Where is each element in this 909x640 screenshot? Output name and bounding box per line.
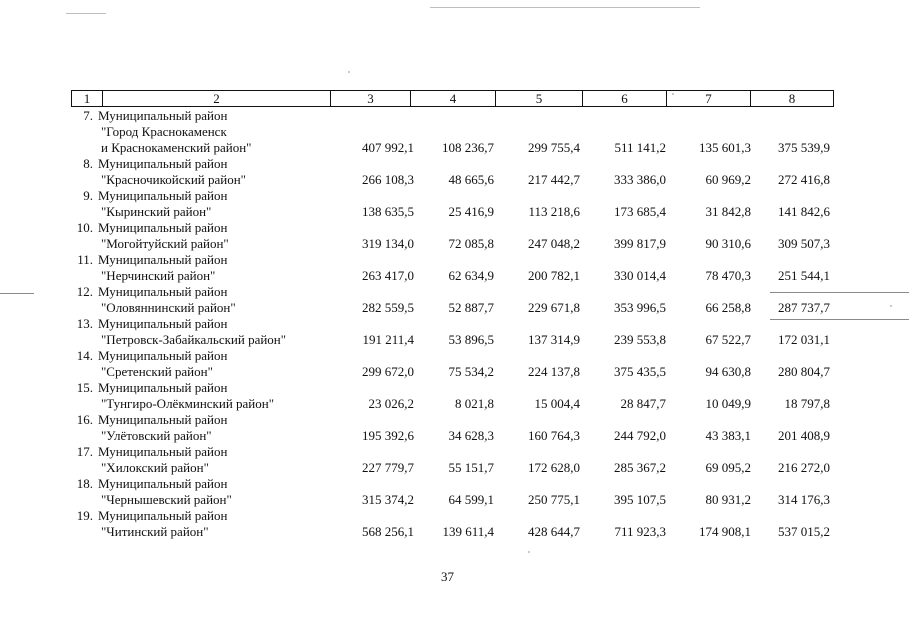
row-value-col-4: 72 085,8 [448,236,494,251]
row-value-col-8: 314 176,3 [778,492,830,507]
row-value-col-6: 375 435,5 [614,364,666,379]
row-name-line: "Улётовский район" [101,428,212,443]
row-value-col-4: 8 021,8 [455,396,494,411]
row-name-line: Муниципальный район [98,108,228,123]
row-value-col-7: 94 630,8 [705,364,751,379]
header-col-7: 7 [705,91,712,106]
row-value-col-5: 113 218,6 [528,204,580,219]
row-value-col-8: 280 804,7 [778,364,830,379]
row-value-col-4: 53 896,5 [448,332,494,347]
row-value-col-4: 75 534,2 [448,364,494,379]
row-name-line: и Краснокаменский район" [101,140,252,155]
row-number: 14. [76,348,93,363]
header-col-1: 1 [83,91,91,106]
row-value-col-6: 395 107,5 [614,492,666,507]
row-value-col-4: 48 665,6 [448,172,494,187]
header-col-3: 3 [367,91,374,106]
row-name-line: Муниципальный район [98,348,228,363]
row-name-line: Муниципальный район [98,316,228,331]
row-name-line: Муниципальный район [98,476,228,491]
row-value-col-3: 23 026,2 [368,396,414,411]
row-value-col-7: 66 258,8 [705,300,751,315]
row-value-col-7: 78 470,3 [705,268,751,283]
row-number: 7. [83,108,93,123]
row-number: 16. [76,412,93,427]
row-name-line: Муниципальный район [98,380,228,395]
row-number: 12. [76,284,93,299]
row-value-col-4: 139 611,4 [442,524,494,539]
row-number: 18. [76,476,93,491]
row-value-col-5: 247 048,2 [528,236,580,251]
row-value-col-6: 511 141,2 [614,140,666,155]
row-value-col-5: 172 628,0 [528,460,580,475]
row-value-col-8: 251 544,1 [778,268,830,283]
header-col-5: 5 [535,91,543,106]
row-value-col-3: 195 392,6 [362,428,414,443]
row-value-col-5: 137 314,9 [528,332,580,347]
row-value-col-4: 64 599,1 [448,492,494,507]
row-value-col-6: 333 386,0 [614,172,666,187]
row-value-col-6: 28 847,7 [620,396,666,411]
row-value-col-3: 407 992,1 [362,140,414,155]
row-name-line: Муниципальный район [98,284,228,299]
row-value-col-5: 15 004,4 [534,396,580,411]
row-value-col-5: 299 755,4 [528,140,580,155]
header-col-4: 4 [449,91,457,106]
row-value-col-5: 160 764,3 [528,428,580,443]
row-value-col-6: 239 553,8 [614,332,666,347]
row-number: 15. [76,380,93,395]
row-value-col-5: 200 782,1 [528,268,580,283]
row-value-col-7: 69 095,2 [705,460,751,475]
row-name-line: "Могойтуйский район" [101,236,229,251]
row-number: 10. [76,220,93,235]
row-value-col-7: 90 310,6 [705,236,751,251]
row-value-col-8: 141 842,6 [778,204,830,219]
row-value-col-6: 285 367,2 [614,460,666,475]
row-value-col-7: 80 931,2 [705,492,751,507]
row-value-col-7: 174 908,1 [699,524,751,539]
row-value-col-4: 55 151,7 [448,460,494,475]
row-value-col-4: 25 416,9 [448,204,494,219]
row-name-line: Муниципальный район [98,412,228,427]
row-name-line: Муниципальный район [98,156,228,171]
row-value-col-3: 315 374,2 [362,492,414,507]
row-number: 11. [77,252,93,267]
row-value-col-3: 263 417,0 [362,268,414,283]
header-col-8: 8 [788,91,796,106]
row-value-col-7: 31 842,8 [705,204,751,219]
row-name-line: Муниципальный район [98,252,228,267]
row-value-col-6: 353 996,5 [614,300,666,315]
row-value-col-7: 67 522,7 [705,332,751,347]
row-value-col-4: 52 887,7 [448,300,494,315]
row-name-line: "Петровск-Забайкальский район" [101,332,287,347]
row-value-col-6: 173 685,4 [614,204,666,219]
row-number: 9. [83,188,93,203]
row-value-col-8: 201 408,9 [778,428,830,443]
row-value-col-7: 43 383,1 [705,428,751,443]
row-name-line: "Сретенский район" [101,364,213,379]
row-value-col-8: 309 507,3 [778,236,830,251]
row-value-col-4: 108 236,7 [442,140,494,155]
row-value-col-8: 172 031,1 [778,332,830,347]
row-name-line: "Нерчинский район" [101,268,216,283]
row-number: 8. [83,156,93,171]
row-value-col-3: 568 256,1 [362,524,414,539]
row-value-col-8: 537 015,2 [778,524,830,539]
row-value-col-8: 287 737,7 [778,300,830,315]
row-name-line: "Оловяннинский район" [101,300,236,315]
row-value-col-5: 250 775,1 [528,492,580,507]
row-value-col-5: 428 644,7 [528,524,580,539]
row-name-line: Муниципальный район [98,444,228,459]
row-name-line: "Читинский район" [101,524,209,539]
row-value-col-7: 135 601,3 [699,140,751,155]
row-value-col-4: 34 628,3 [448,428,494,443]
row-value-col-6: 399 817,9 [614,236,666,251]
row-value-col-3: 191 211,4 [362,332,414,347]
row-number: 13. [76,316,93,331]
row-value-col-4: 62 634,9 [448,268,494,283]
row-value-col-3: 299 672,0 [362,364,414,379]
row-value-col-7: 60 969,2 [705,172,751,187]
row-name-line: "Город Краснокаменск [101,124,227,139]
row-value-col-3: 227 779,7 [362,460,414,475]
row-value-col-5: 217 442,7 [528,172,580,187]
row-name-line: "Красночикойский район" [101,172,246,187]
row-name-line: "Хилокский район" [101,460,209,475]
row-name-line: "Чернышевский район" [101,492,232,507]
header-col-6: 6 [621,91,628,106]
row-value-col-3: 282 559,5 [362,300,414,315]
row-value-col-7: 10 049,9 [705,396,751,411]
row-value-col-5: 224 137,8 [528,364,580,379]
row-value-col-3: 266 108,3 [362,172,414,187]
row-name-line: Муниципальный район [98,188,228,203]
row-value-col-5: 229 671,8 [528,300,580,315]
row-name-line: "Кыринский район" [101,204,212,219]
header-col-2: 2 [213,91,220,106]
page-number: 37 [441,569,454,584]
row-value-col-8: 18 797,8 [784,396,830,411]
row-value-col-3: 319 134,0 [362,236,414,251]
row-number: 17. [76,444,93,459]
row-name-line: "Тунгиро-Олёкминский район" [101,396,275,411]
row-value-col-3: 138 635,5 [362,204,414,219]
row-number: 19. [76,508,93,523]
row-value-col-8: 272 416,8 [778,172,830,187]
row-value-col-8: 216 272,0 [778,460,830,475]
row-value-col-8: 375 539,9 [778,140,830,155]
row-value-col-6: 330 014,4 [614,268,666,283]
row-value-col-6: 244 792,0 [614,428,666,443]
row-value-col-6: 711 923,3 [614,524,666,539]
row-name-line: Муниципальный район [98,508,228,523]
row-name-line: Муниципальный район [98,220,228,235]
